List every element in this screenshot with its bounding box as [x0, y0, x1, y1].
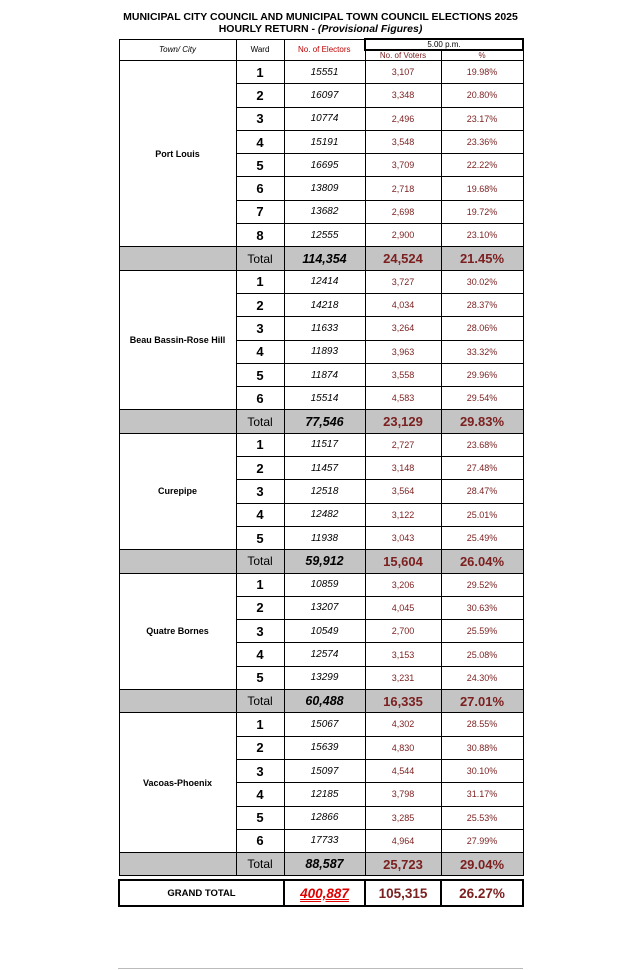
ward-electors: 14218 — [284, 293, 365, 316]
ward-number: 1 — [236, 433, 284, 456]
ward-percent: 25.59% — [441, 620, 523, 643]
total-electors: 114,354 — [284, 247, 365, 270]
ward-voters: 3,285 — [365, 806, 441, 829]
ward-voters: 3,107 — [365, 61, 441, 84]
ward-percent: 25.53% — [441, 806, 523, 829]
total-row — [119, 410, 523, 433]
col-header-electors: No. of Electors — [284, 39, 365, 61]
ward-number: 6 — [236, 829, 284, 852]
ward-electors: 17733 — [284, 829, 365, 852]
ward-percent: 30.88% — [441, 736, 523, 759]
total-voters: 25,723 — [365, 853, 441, 876]
ward-number: 3 — [236, 317, 284, 340]
ward-electors: 12574 — [284, 643, 365, 666]
total-percent: 21.45% — [441, 247, 523, 270]
ward-number: 2 — [236, 457, 284, 480]
ward-percent: 23.10% — [441, 224, 523, 247]
ward-voters: 3,709 — [365, 154, 441, 177]
ward-electors: 12866 — [284, 806, 365, 829]
ward-voters: 3,264 — [365, 317, 441, 340]
ward-number: 5 — [236, 526, 284, 549]
ward-percent: 28.06% — [441, 317, 523, 340]
ward-electors: 12518 — [284, 480, 365, 503]
ward-number: 4 — [236, 130, 284, 153]
report-subtitle — [0, 23, 641, 35]
ward-number: 2 — [236, 736, 284, 759]
ward-voters: 3,727 — [365, 270, 441, 293]
total-blank — [119, 550, 236, 573]
ward-percent: 30.63% — [441, 596, 523, 619]
col-header-town: Town/ City — [119, 39, 236, 61]
ward-electors: 13809 — [284, 177, 365, 200]
grand-total-voters: 105,315 — [365, 880, 441, 906]
ward-voters: 3,564 — [365, 480, 441, 503]
ward-percent: 30.10% — [441, 759, 523, 782]
ward-row — [119, 573, 523, 596]
ward-voters: 3,043 — [365, 526, 441, 549]
ward-voters: 2,718 — [365, 177, 441, 200]
ward-electors: 15514 — [284, 387, 365, 410]
total-blank — [119, 247, 236, 270]
ward-electors: 12185 — [284, 783, 365, 806]
ward-number: 4 — [236, 643, 284, 666]
ward-number: 1 — [236, 61, 284, 84]
ward-electors: 12414 — [284, 270, 365, 293]
ward-percent: 25.49% — [441, 526, 523, 549]
ward-number: 4 — [236, 503, 284, 526]
total-row — [119, 853, 523, 876]
ward-number: 5 — [236, 154, 284, 177]
grand-total-label: GRAND TOTAL — [119, 880, 284, 906]
ward-electors: 15551 — [284, 61, 365, 84]
grand-total-percent: 26.27% — [441, 880, 523, 906]
report-title: MUNICIPAL CITY COUNCIL AND MUNICIPAL TOWN COUNCIL ELECTIONS 2025 — [123, 11, 518, 23]
ward-voters: 3,558 — [365, 363, 441, 386]
town-name: Port Louis — [119, 61, 236, 247]
ward-electors: 13682 — [284, 200, 365, 223]
results-table — [118, 38, 524, 907]
ward-electors: 12555 — [284, 224, 365, 247]
ward-number: 3 — [236, 480, 284, 503]
ward-voters: 4,544 — [365, 759, 441, 782]
ward-percent: 23.36% — [441, 130, 523, 153]
ward-number: 2 — [236, 293, 284, 316]
ward-percent: 25.01% — [441, 503, 523, 526]
ward-number: 3 — [236, 759, 284, 782]
total-blank — [119, 410, 236, 433]
total-label: Total — [236, 410, 284, 433]
total-percent: 29.83% — [441, 410, 523, 433]
ward-number: 5 — [236, 666, 284, 689]
ward-electors: 15191 — [284, 130, 365, 153]
ward-percent: 29.54% — [441, 387, 523, 410]
ward-percent: 24.30% — [441, 666, 523, 689]
ward-electors: 12482 — [284, 503, 365, 526]
ward-electors: 15097 — [284, 759, 365, 782]
ward-percent: 30.02% — [441, 270, 523, 293]
town-name: Beau Bassin-Rose Hill — [119, 270, 236, 410]
town-name: Curepipe — [119, 433, 236, 549]
total-label: Total — [236, 550, 284, 573]
ward-row — [119, 61, 523, 84]
total-electors: 59,912 — [284, 550, 365, 573]
ward-number: 6 — [236, 177, 284, 200]
ward-electors: 16097 — [284, 84, 365, 107]
ward-percent: 19.72% — [441, 200, 523, 223]
ward-row — [119, 713, 523, 736]
ward-percent: 29.52% — [441, 573, 523, 596]
ward-voters: 4,034 — [365, 293, 441, 316]
total-voters: 15,604 — [365, 550, 441, 573]
ward-voters: 3,348 — [365, 84, 441, 107]
ward-voters: 4,302 — [365, 713, 441, 736]
ward-number: 4 — [236, 340, 284, 363]
ward-voters: 2,496 — [365, 107, 441, 130]
ward-percent: 23.17% — [441, 107, 523, 130]
ward-voters: 4,583 — [365, 387, 441, 410]
ward-voters: 3,231 — [365, 666, 441, 689]
total-label: Total — [236, 690, 284, 713]
total-electors: 88,587 — [284, 853, 365, 876]
ward-voters: 3,548 — [365, 130, 441, 153]
ward-electors: 15067 — [284, 713, 365, 736]
ward-electors: 13299 — [284, 666, 365, 689]
ward-number: 1 — [236, 270, 284, 293]
ward-percent: 28.37% — [441, 293, 523, 316]
col-header-time: 5.00 p.m. — [365, 39, 523, 50]
ward-percent: 27.99% — [441, 829, 523, 852]
col-header-ward: Ward — [236, 39, 284, 61]
total-percent: 26.04% — [441, 550, 523, 573]
ward-electors: 10859 — [284, 573, 365, 596]
ward-number: 2 — [236, 596, 284, 619]
total-label: Total — [236, 853, 284, 876]
ward-number: 1 — [236, 573, 284, 596]
total-blank — [119, 853, 236, 876]
ward-electors: 11893 — [284, 340, 365, 363]
ward-electors: 15639 — [284, 736, 365, 759]
ward-percent: 33.32% — [441, 340, 523, 363]
total-voters: 24,524 — [365, 247, 441, 270]
ward-percent: 28.47% — [441, 480, 523, 503]
ward-number: 6 — [236, 387, 284, 410]
bottom-rule — [118, 968, 523, 969]
ward-number: 8 — [236, 224, 284, 247]
town-name: Quatre Bornes — [119, 573, 236, 689]
col-header-voters: No. of Voters — [365, 50, 441, 61]
total-voters: 23,129 — [365, 410, 441, 433]
total-percent: 27.01% — [441, 690, 523, 713]
header-row-1 — [119, 39, 523, 50]
ward-row — [119, 270, 523, 293]
ward-voters: 3,153 — [365, 643, 441, 666]
total-label: Total — [236, 247, 284, 270]
total-blank — [119, 690, 236, 713]
ward-percent: 28.55% — [441, 713, 523, 736]
ward-voters: 2,727 — [365, 433, 441, 456]
ward-percent: 27.48% — [441, 457, 523, 480]
total-row — [119, 247, 523, 270]
total-electors: 77,546 — [284, 410, 365, 433]
ward-number: 3 — [236, 620, 284, 643]
ward-voters: 4,045 — [365, 596, 441, 619]
ward-number: 5 — [236, 363, 284, 386]
ward-percent: 31.17% — [441, 783, 523, 806]
ward-electors: 11457 — [284, 457, 365, 480]
ward-percent: 20.80% — [441, 84, 523, 107]
ward-voters: 3,206 — [365, 573, 441, 596]
ward-number: 3 — [236, 107, 284, 130]
total-electors: 60,488 — [284, 690, 365, 713]
ward-voters: 3,148 — [365, 457, 441, 480]
town-name: Vacoas-Phoenix — [119, 713, 236, 853]
subtitle-text: HOURLY RETURN - — [218, 23, 318, 35]
ward-percent: 22.22% — [441, 154, 523, 177]
ward-electors: 10549 — [284, 620, 365, 643]
ward-voters: 2,698 — [365, 200, 441, 223]
ward-electors: 11633 — [284, 317, 365, 340]
ward-percent: 25.08% — [441, 643, 523, 666]
ward-electors: 13207 — [284, 596, 365, 619]
total-row — [119, 550, 523, 573]
ward-voters: 4,830 — [365, 736, 441, 759]
ward-voters: 3,798 — [365, 783, 441, 806]
ward-voters: 2,900 — [365, 224, 441, 247]
ward-number: 4 — [236, 783, 284, 806]
ward-electors: 11938 — [284, 526, 365, 549]
ward-electors: 11874 — [284, 363, 365, 386]
ward-voters: 4,964 — [365, 829, 441, 852]
col-header-pct: % — [441, 50, 523, 61]
total-percent: 29.04% — [441, 853, 523, 876]
grand-total-row — [119, 880, 523, 906]
ward-row — [119, 433, 523, 456]
ward-voters: 3,963 — [365, 340, 441, 363]
ward-voters: 2,700 — [365, 620, 441, 643]
ward-number: 1 — [236, 713, 284, 736]
ward-voters: 3,122 — [365, 503, 441, 526]
total-row — [119, 690, 523, 713]
ward-percent: 29.96% — [441, 363, 523, 386]
ward-percent: 19.68% — [441, 177, 523, 200]
ward-percent: 19.98% — [441, 61, 523, 84]
ward-number: 7 — [236, 200, 284, 223]
ward-number: 2 — [236, 84, 284, 107]
total-voters: 16,335 — [365, 690, 441, 713]
grand-total-electors: 400,887 — [284, 880, 365, 906]
ward-electors: 11517 — [284, 433, 365, 456]
subtitle-provisional: (Provisional Figures) — [317, 23, 423, 35]
ward-percent: 23.68% — [441, 433, 523, 456]
ward-electors: 16695 — [284, 154, 365, 177]
ward-electors: 10774 — [284, 107, 365, 130]
ward-number: 5 — [236, 806, 284, 829]
